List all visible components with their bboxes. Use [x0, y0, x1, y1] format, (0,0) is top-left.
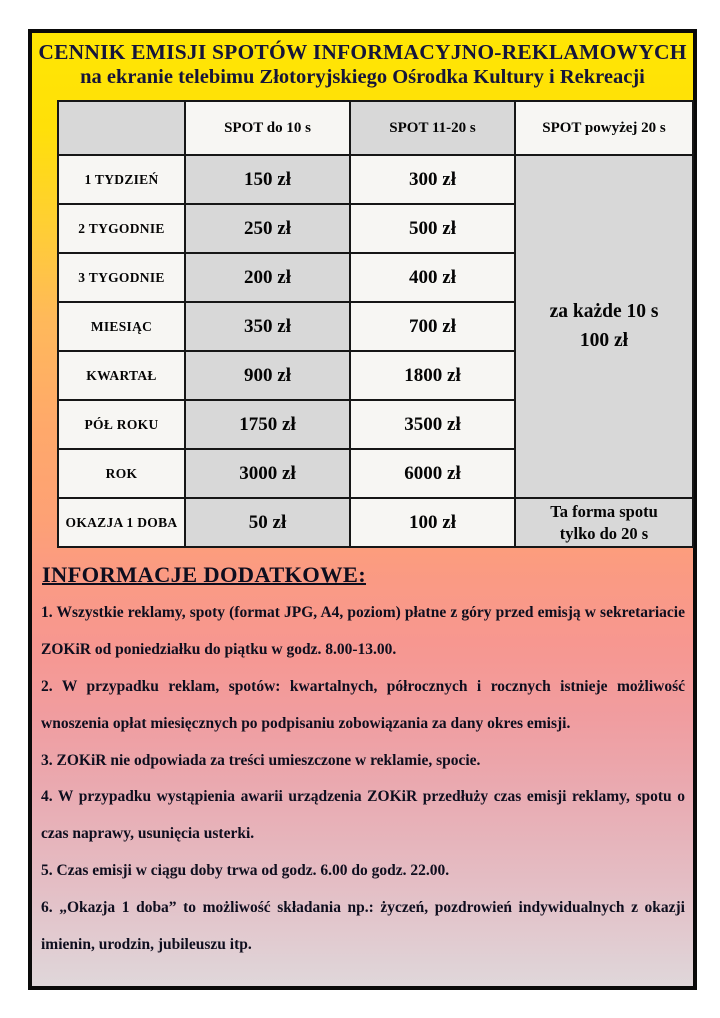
- page-title-line-2: na ekranie telebimu Złotoryjskiego Ośrodka Kultury i Rekreacji: [80, 66, 645, 88]
- period-label: OKAZJA 1 DOBA: [58, 498, 185, 547]
- surcharge-note-line-1: za każde 10 s: [549, 301, 659, 323]
- page-title: [32, 33, 693, 89]
- table-row: [58, 155, 693, 204]
- price-cell: 900 zł: [185, 351, 350, 400]
- period-label: MIESIĄC: [58, 302, 185, 351]
- price-cell: 400 zł: [350, 253, 515, 302]
- surcharge-note-line-2: 100 zł: [579, 329, 629, 351]
- price-cell: 50 zł: [185, 498, 350, 547]
- header-spot-do-10s: SPOT do 10 s: [185, 101, 350, 155]
- period-label: KWARTAŁ: [58, 351, 185, 400]
- price-cell: 200 zł: [185, 253, 350, 302]
- page-title-line-1: CENNIK EMISJI SPOTÓW INFORMACYJNO-REKLAMOWYCH: [38, 40, 687, 64]
- period-label: 1 TYDZIEŃ: [58, 155, 185, 204]
- price-cell: 6000 zł: [350, 449, 515, 498]
- price-cell: 3000 zł: [185, 449, 350, 498]
- surcharge-note-cell: [515, 155, 693, 498]
- duration-note-line-1: Ta forma spotu: [550, 502, 658, 522]
- info-item-3: 3. ZOKiR nie odpowiada za treści umieszczone w reklamie, spocie.: [41, 751, 481, 769]
- pricing-table: [57, 100, 694, 548]
- table-header-row: [58, 101, 693, 155]
- info-item-6: 6. „Okazja 1 doba” to możliwość składania np.: życzeń, pozdrowień indywidualnych z okazji imienin, urodzin, jubileuszu itp.: [41, 899, 685, 953]
- price-cell: 500 zł: [350, 204, 515, 253]
- period-label: ROK: [58, 449, 185, 498]
- price-cell: 250 zł: [185, 204, 350, 253]
- period-label: 3 TYGODNIE: [58, 253, 185, 302]
- header-spot-powyzej-20s: SPOT powyżej 20 s: [515, 101, 693, 155]
- header-period-blank: [58, 101, 185, 155]
- info-item-2: 2. W przypadku reklam, spotów: kwartalnych, półrocznych i rocznych istnieje możliwość wnoszenia opłat miesięcznych po podpisaniu zobowiązania za dany okres emisji.: [41, 677, 685, 732]
- price-list-sheet: [28, 29, 697, 990]
- duration-note-line-2: tylko do 20 s: [559, 523, 649, 543]
- info-item-4: 4. W przypadku wystąpienia awarii urządzenia ZOKiR przedłuży czas emisji reklamy, spotu o czas naprawy, usunięcia usterki.: [41, 788, 685, 843]
- price-cell: 350 zł: [185, 302, 350, 351]
- period-label: 2 TYGODNIE: [58, 204, 185, 253]
- duration-note-cell: [515, 498, 693, 547]
- price-cell: 3500 zł: [350, 400, 515, 449]
- price-cell: 1750 zł: [185, 400, 350, 449]
- price-cell: 300 zł: [350, 155, 515, 204]
- price-cell: 700 zł: [350, 302, 515, 351]
- additional-info-section: [32, 548, 693, 964]
- info-item-5: 5. Czas emisji w ciągu doby trwa od godz. 6.00 do godz. 22.00.: [41, 862, 450, 880]
- info-item-1: 1. Wszystkie reklamy, spoty (format JPG, A4, poziom) płatne z góry przed emisją w sekretariacie ZOKiR od poniedziałku do piątku w godz. 8.00-13.00.: [41, 604, 685, 658]
- price-cell: 150 zł: [185, 155, 350, 204]
- additional-info-heading: INFORMACJE DODATKOWE:: [42, 562, 367, 587]
- price-cell: 1800 zł: [350, 351, 515, 400]
- header-spot-11-20s: SPOT 11-20 s: [350, 101, 515, 155]
- price-cell: 100 zł: [350, 498, 515, 547]
- period-label: PÓŁ ROKU: [58, 400, 185, 449]
- table-row: [58, 498, 693, 547]
